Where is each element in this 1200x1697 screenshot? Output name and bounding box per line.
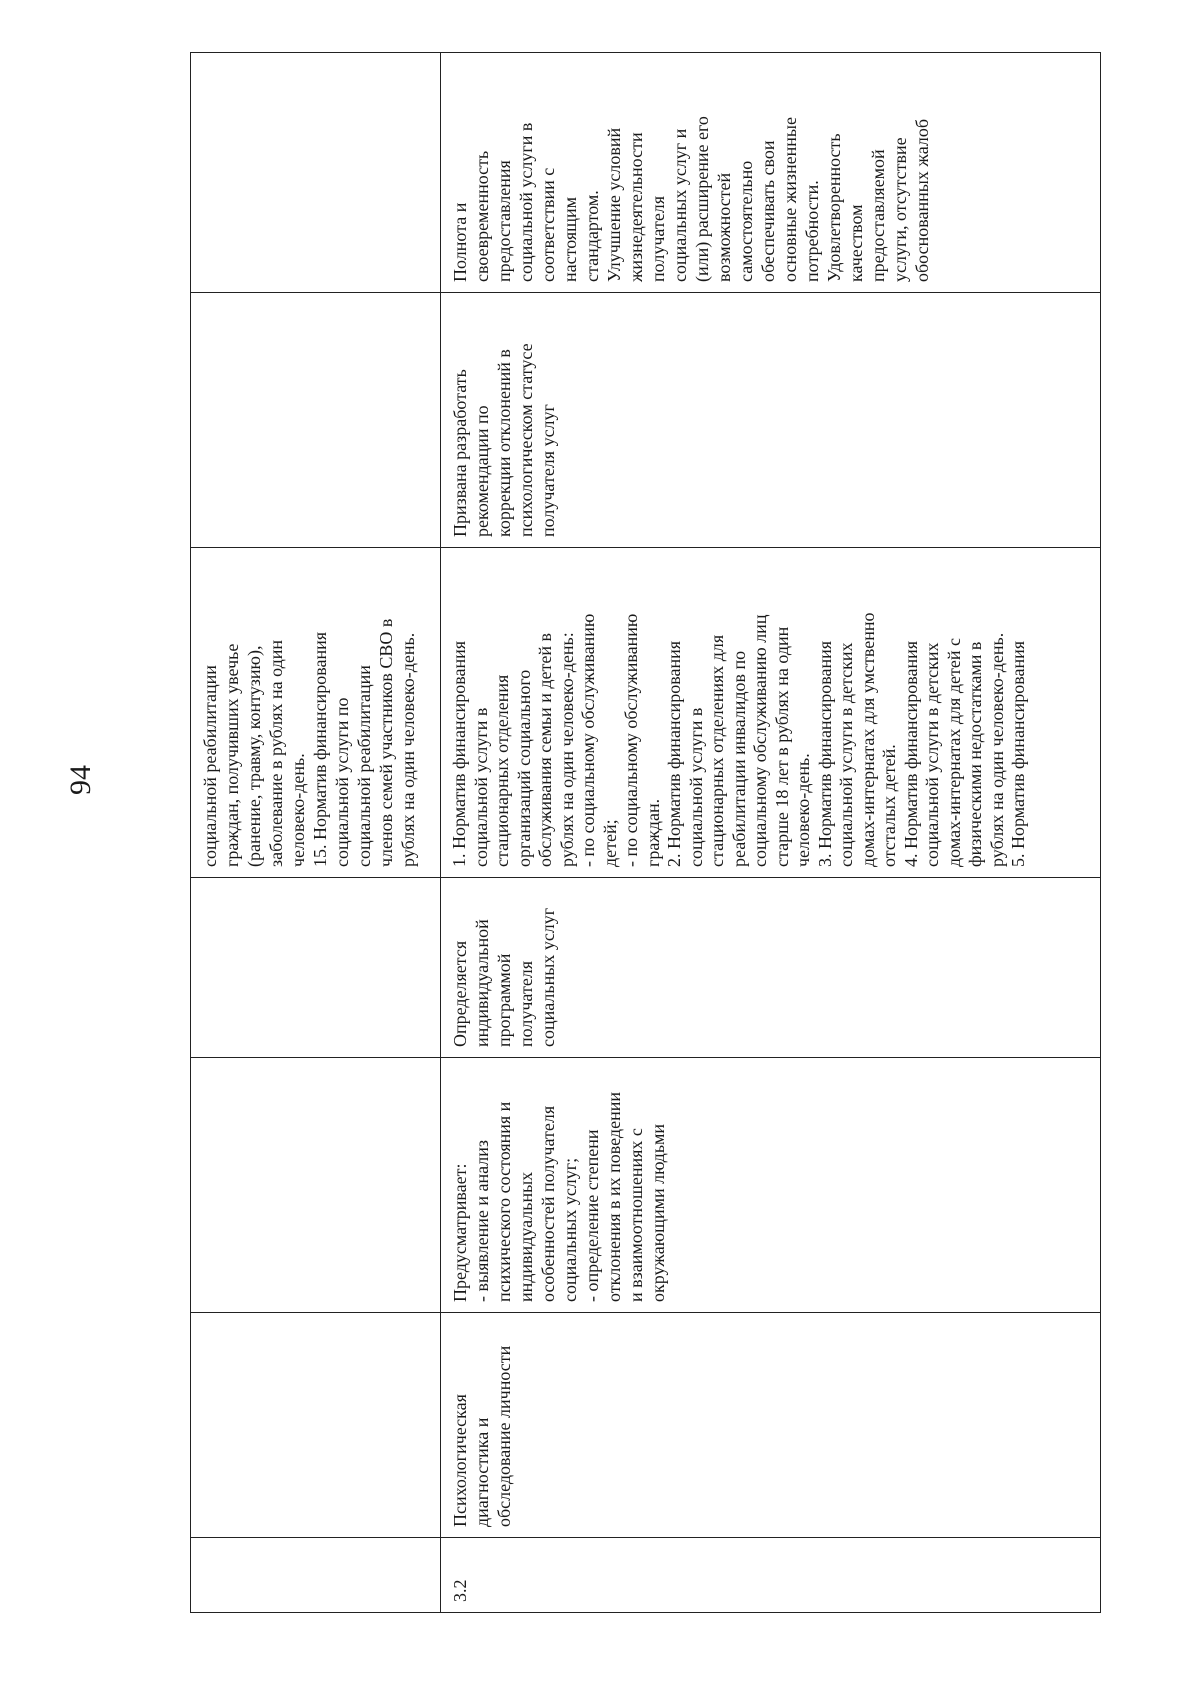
cell-service-name: Психологическая диагностика и обследование личности <box>441 1313 1101 1538</box>
cell-timing: Определяется индивидуальной программой получателя социальных услуг <box>441 878 1101 1058</box>
page-number: 94 <box>64 765 97 795</box>
cell-quality-indicators <box>191 53 441 293</box>
cell-service-name <box>191 1313 441 1538</box>
services-table <box>190 53 1100 1613</box>
cell-number: 3.2 <box>441 1538 1101 1613</box>
cell-quality-indicators: Полнота и своевременность предоставления социальной услуги в соответствии с настоящим стандартом. Улучшение условий жизнедеятельности получателя социальных услуг и (или) расширение его возможностей самостоятельно обеспечивать свои основные жизненные потребности. Удовлетворенность качеством предоставляемой услуги, отсутствие обоснованных жалоб <box>441 53 1101 293</box>
services-table-grid <box>190 52 1101 1613</box>
table-row-continuation <box>191 53 441 1613</box>
cell-conditions <box>191 293 441 548</box>
cell-timing <box>191 878 441 1058</box>
table-row-3-2 <box>441 53 1101 1613</box>
cell-number <box>191 1538 441 1613</box>
cell-description <box>191 1058 441 1313</box>
cell-financing-norms: 1. Норматив финансирования социальной услуги в стационарных отделения организаций социального обслуживания семьи и детей в рублях на один человеко-день: - по социальному обслуживанию детей; - по социальному обслуживанию граждан. 2. Норматив финансирования социальной услуги в стационарных отделениях для реабилитации инвалидов по социальному обслуживанию лиц старше 18 лет в рублях на один человеко-день. 3. Норматив финансирования социальной услуги в детских домах-интернатах для умственно отсталых детей. 4. Норматив финансирования социальной услуги в детских домах-интернатах для детей с физическими недостатками в рублях на один человеко-день. 5. Норматив финансирования <box>441 548 1101 878</box>
cell-description: Предусматривает: - выявление и анализ психического состояния и индивидуальных особенностей получателя социальных услуг; - определение степени отклонения в их поведении и взаимоотношениях с окружающими людьми <box>441 1058 1101 1313</box>
cell-conditions: Призвана разработать рекомендации по коррекции отклонений в психологическом статусе получателя услуг <box>441 293 1101 548</box>
cell-financing-norms: социальной реабилитации граждан, получивших увечье (ранение, травму, контузию), заболевание в рублях на один человеко-день. 15. Норматив финансирования социальной услуги по социальной реабилитации членов семей участников СВО в рублях на один человеко-день. <box>191 548 441 878</box>
